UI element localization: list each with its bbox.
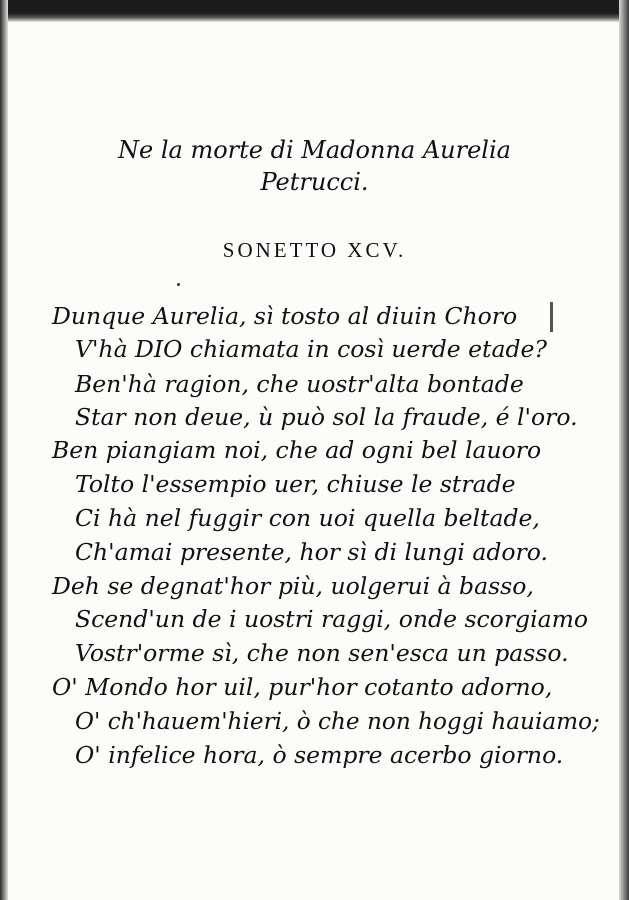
scan-border-top <box>0 0 629 22</box>
verse-line-11: Vostr'orme sì, che non sen'esca un passo. <box>75 639 569 667</box>
poem-heading-line-1: Ne la morte di Madonna Aurelia <box>118 136 511 164</box>
sonnet-title: SONETTO XCV. <box>222 238 407 262</box>
verse-line-5: Ben piangiam noi, che ad ogni bel lauoro <box>52 436 542 464</box>
verse-line-12: O' Mondo hor uil, pur'hor cotanto adorno, <box>52 673 553 701</box>
scan-border-right <box>619 0 629 900</box>
verse-line-8: Ch'amai presente, hor sì di lungi adoro. <box>75 538 548 566</box>
verse-line-13: O' ch'hauem'hieri, ò che non hoggi hauiamo; <box>75 707 600 735</box>
verse-line-6: Tolto l'essempio uer, chiuse le strade <box>75 470 516 498</box>
verse-line-1: Dunque Aurelia, sì tosto al diuin Choro <box>52 302 518 330</box>
verse-line-2: V'hà DIO chiamata in così uerde etade? <box>75 335 548 363</box>
verse-line-14: O' infelice hora, ò sempre acerbo giorno. <box>75 741 564 769</box>
verse-line-7: Ci hà nel fuggir con uoi quella beltade, <box>75 504 540 532</box>
scan-border-left <box>0 0 8 900</box>
poem-heading-line-2: Petrucci. <box>260 168 369 196</box>
verse-line-3: Ben'hà ragion, che uostr'alta bontade <box>75 370 524 398</box>
verse-line-4: Star non deue, ù può sol la fraude, é l'oro. <box>75 403 578 431</box>
margin-mark <box>550 302 553 332</box>
verse-line-10: Scend'un de i uostri raggi, onde scorgiamo <box>75 605 589 633</box>
verse-line-9: Deh se degnat'hor più, uolgerui à basso, <box>52 572 534 600</box>
ink-speck <box>177 283 180 286</box>
